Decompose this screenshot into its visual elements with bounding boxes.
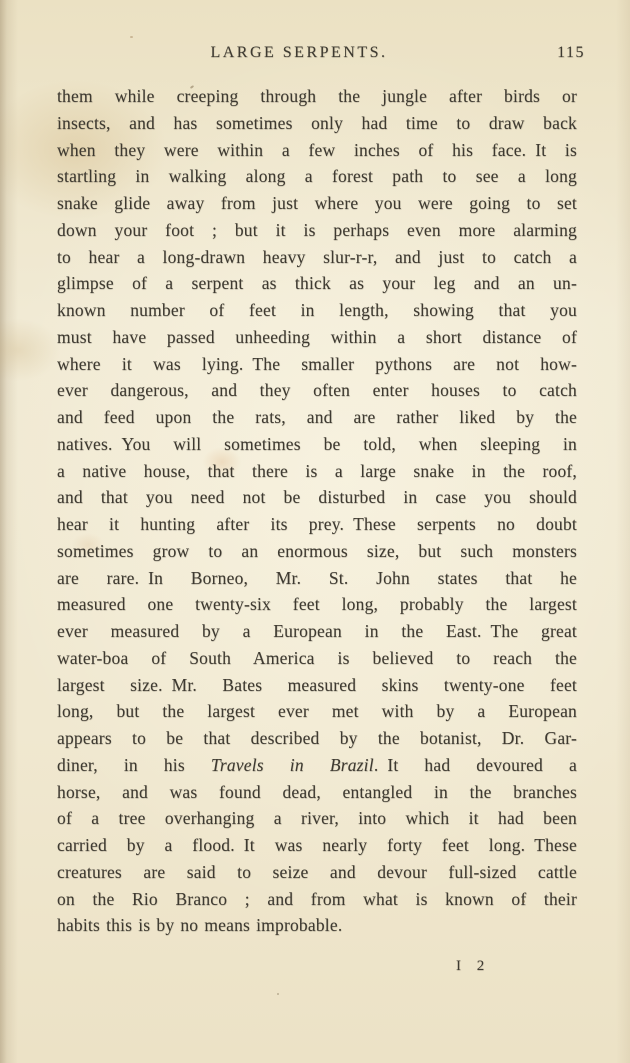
text-line <box>57 591 577 618</box>
paper-speck <box>522 900 525 903</box>
text-line <box>57 297 577 324</box>
text-line <box>57 163 577 190</box>
text-segment: to hear a long-drawn heavy slur-r-r, and just to catch a <box>57 246 577 267</box>
text-segment: down your foot ; but it is perhaps even more alarming <box>57 219 577 240</box>
text-segment: appears to be that described by the botanist, Dr. Gar- <box>57 728 577 748</box>
page-header <box>57 44 585 66</box>
text-line <box>57 190 577 217</box>
text-line <box>57 698 577 725</box>
text-segment: horse, and was found dead, entangled in the branches <box>57 781 577 802</box>
running-title: LARGE SERPENTS. <box>210 44 388 61</box>
text-segment: sometimes grow to an enormous size, but such monsters <box>57 540 577 561</box>
text-segment: natives. You will sometimes be told, when sleeping in <box>57 433 577 454</box>
text-line <box>57 458 577 485</box>
text-segment: them while creeping through the jungle after birds or <box>57 86 577 106</box>
text-line <box>57 404 577 431</box>
text-line <box>57 779 577 806</box>
text-line <box>57 244 577 271</box>
signature-mark: I 2 <box>456 958 491 974</box>
text-line <box>57 484 577 511</box>
text-line <box>57 645 577 672</box>
text-line <box>57 110 577 137</box>
text-segment: ever dangerous, and they often enter houses to catch <box>57 380 577 401</box>
text-segment: carried by a flood. It was nearly forty feet long. These <box>57 835 577 855</box>
text-line <box>57 618 577 645</box>
text-line <box>57 752 577 779</box>
text-line <box>57 725 577 752</box>
text-segment: of a tree overhanging a river, into which it had been <box>57 808 577 829</box>
text-segment: creatures are said to seize and devour full-sized cattle <box>57 861 577 882</box>
italic-book-title: Travels in Brazil <box>210 754 374 775</box>
text-segment: insects, and has sometimes only had time to draw back <box>57 112 577 133</box>
text-line <box>57 859 577 886</box>
text-line <box>57 565 577 592</box>
body-text <box>57 83 577 939</box>
paper-speck <box>277 993 279 995</box>
text-segment: known number of feet in length, showing that you <box>57 300 577 320</box>
text-segment: . It had devoured a <box>373 754 577 775</box>
text-segment: habits this is by no means improbable. <box>57 915 343 936</box>
text-line <box>57 672 577 699</box>
text-line <box>57 83 577 110</box>
text-line <box>57 137 577 164</box>
text-segment: diner, in his <box>57 754 211 775</box>
text-segment: measured one twenty-six feet long, probably the largest <box>57 594 577 615</box>
text-segment: ever measured by a European in the East. The great <box>57 621 577 641</box>
text-segment: and feed upon the rats, and are rather liked by the <box>57 407 577 427</box>
text-line <box>57 538 577 565</box>
text-segment: largest size. Mr. Bates measured skins twenty-one feet <box>57 674 577 695</box>
text-segment: hear it hunting after its prey. These serpents no doubt <box>57 514 577 534</box>
text-segment: snake glide away from just where you were going to set <box>57 193 577 213</box>
text-line <box>57 832 577 859</box>
text-segment: glimpse of a serpent as thick as your leg and an un- <box>57 273 577 294</box>
text-line <box>57 886 577 913</box>
text-line <box>57 431 577 458</box>
text-line <box>57 805 577 832</box>
text-line <box>57 351 577 378</box>
text-segment: long, but the largest ever met with by a European <box>57 701 577 722</box>
text-segment: when they were within a few inches of his face. It is <box>57 139 577 160</box>
text-segment: a native house, that there is a large snake in the roof, <box>57 460 577 481</box>
text-line <box>57 912 577 939</box>
text-line <box>57 511 577 538</box>
text-segment: are rare. In Borneo, Mr. St. John states that he <box>57 567 577 588</box>
text-line <box>57 377 577 404</box>
page-number: 115 <box>557 44 585 61</box>
text-segment: where it was lying. The smaller pythons are not how- <box>57 353 577 374</box>
text-line <box>57 217 577 244</box>
text-segment: and that you need not be disturbed in case you should <box>57 487 577 508</box>
paper-speck <box>130 36 133 38</box>
text-segment: must have passed unheeding within a short distance of <box>57 326 577 347</box>
text-segment: startling in walking along a forest path to see a long <box>57 166 577 187</box>
text-segment: on the Rio Branco ; and from what is known of their <box>57 888 577 909</box>
text-segment: water-boa of South America is believed to reach the <box>57 647 577 668</box>
text-line <box>57 270 577 297</box>
text-line <box>57 324 577 351</box>
